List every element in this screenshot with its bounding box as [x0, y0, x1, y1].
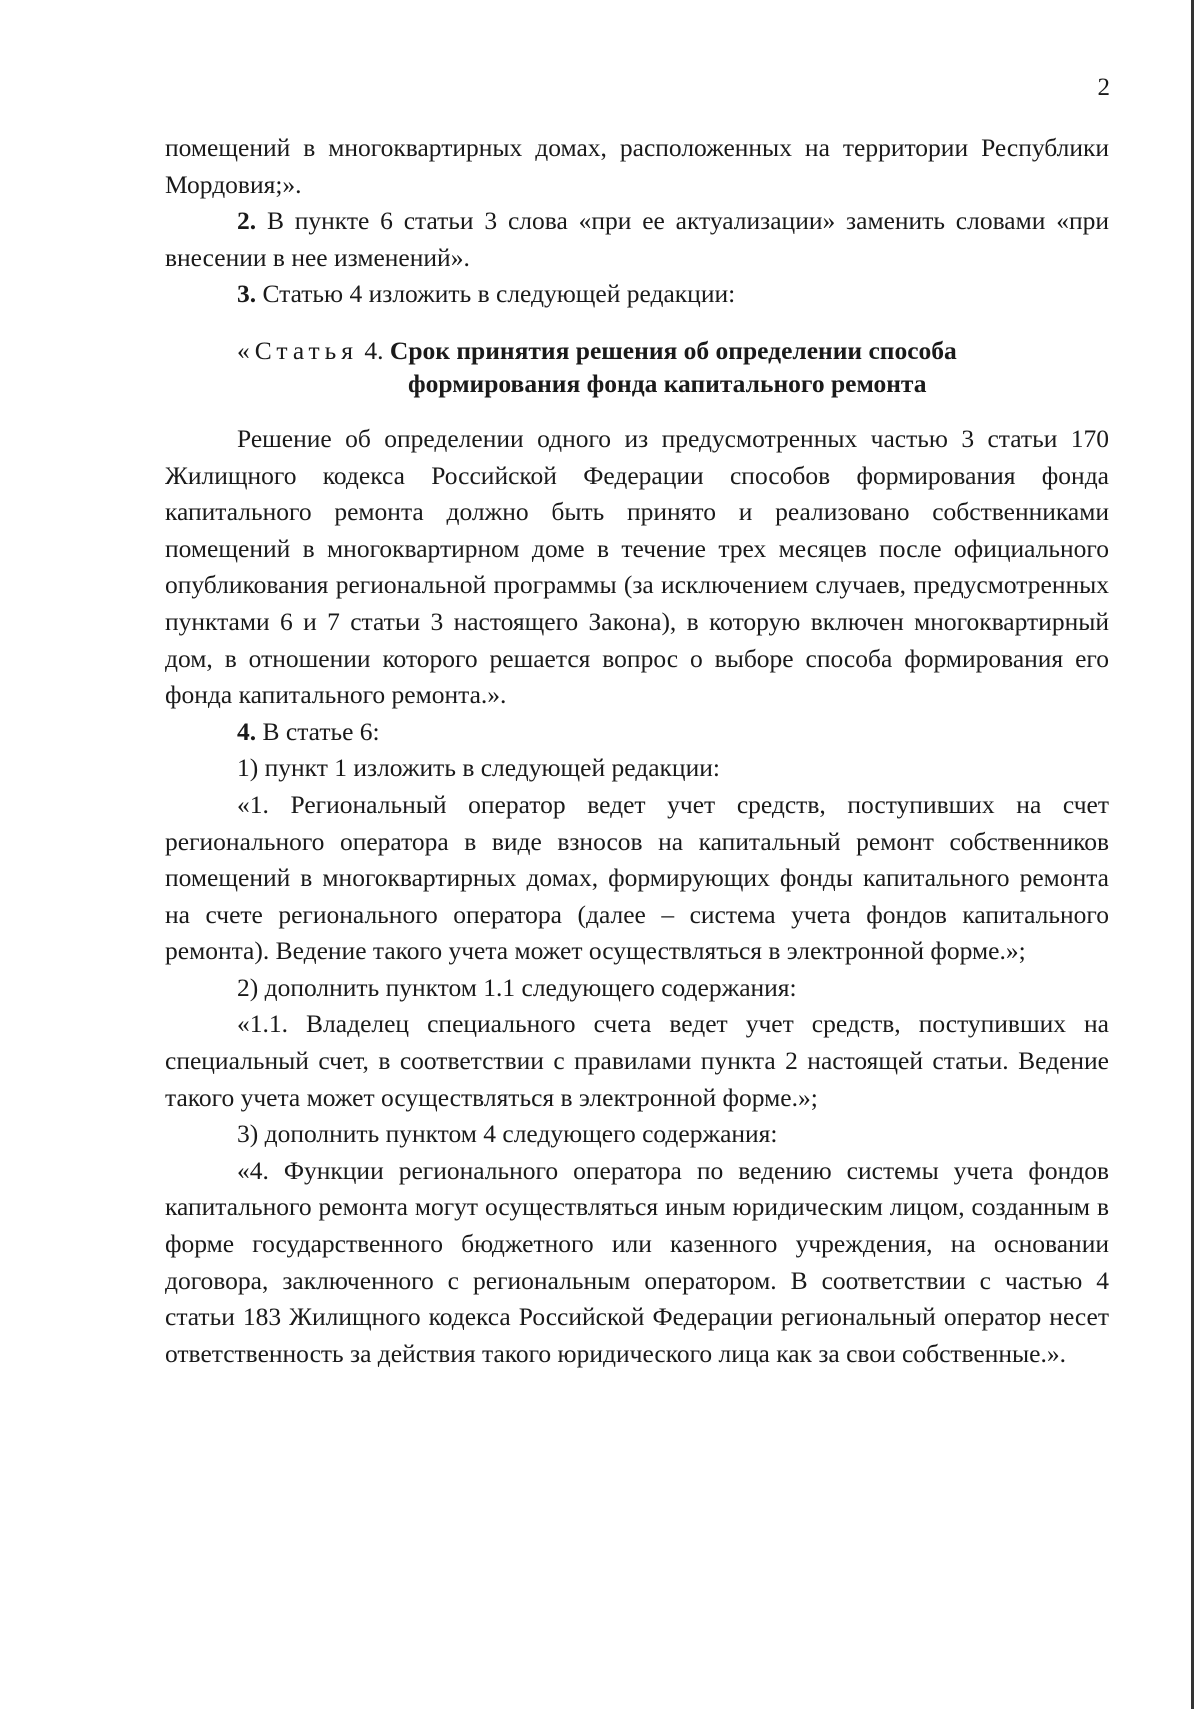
page-number: 2 — [1097, 74, 1110, 101]
article-heading-prefix: «Статья — [237, 335, 359, 365]
item-text: Статью 4 изложить в следующей редакции: — [256, 279, 736, 309]
item-number: 4. — [237, 716, 257, 746]
paragraph-article-text: Решение об определении одного из предусмотренных частью 3 статьи 170 Жилищного кодекса Российской Федерации способов формирования фонда капитального ремонта должно быть принято и реализовано собственниками помещений в многоквартирном доме в течение трех месяцев после официального опубликования региональной программы (за исключением случаев, предусмотренных пунктами 6 и 7 статьи 3 настоящего Закона), в которую включен многоквартирный дом, в отношении которого решается вопрос о выборе способа формирования его фонда капитального ремонта.». — [165, 423, 1109, 710]
paragraph-quote-1: «1. Региональный оператор ведет учет средств, поступивших на счет регионального оператора в виде взносов на капитальный ремонт собственников помещений в многоквартирных домах, формирующих фонды капитального ремонта на счете регионального оператора (далее – система учета фондов капитального ремонта). Ведение такого учета может осуществляться в электронной форме.»; — [165, 789, 1109, 966]
document-body — [165, 130, 1109, 1372]
paragraph-subitem-3: 3) дополнить пунктом 4 следующего содержания: — [237, 1119, 778, 1149]
paragraph-continuation: помещений в многоквартирных домах, расположенных на территории Республики Мордовия;». — [165, 133, 1109, 199]
paragraph-item-3 — [165, 276, 1109, 313]
article-heading-title-line1: Срок принятия решения об определении способа — [389, 335, 957, 365]
paragraph-item-4 — [165, 714, 1109, 751]
paragraph-subitem-2: 2) дополнить пунктом 1.1 следующего содержания: — [237, 972, 797, 1002]
paragraph-quote-1-1: «1.1. Владелец специального счета ведет учет средств, поступивших на специальный счет, в соответствии с правилами пункта 2 настоящей статьи. Ведение такого учета может осуществляться в электронной форме.»; — [165, 1009, 1109, 1112]
item-text: В пункте 6 статьи 3 слова «при ее актуализации» заменить словами «при внесении в нее изменений». — [165, 206, 1109, 272]
item-text: В статье 6: — [256, 716, 380, 746]
article-heading-number: 4. — [358, 335, 390, 365]
paragraph-subitem-1: 1) пункт 1 изложить в следующей редакции: — [237, 753, 720, 783]
article-heading — [165, 334, 1109, 400]
paragraph-quote-4: «4. Функции регионального оператора по ведению системы учета фондов капитального ремонта могут осуществляться иным юридическим лицом, созданным в форме государственного бюджетного или казенного учреждения, на основании договора, заключенного с региональным оператором. В соответствии с частью 4 статьи 183 Жилищного кодекса Российской Федерации региональный оператор несет ответственность за действия такого юридического лица как за свои собственные.». — [165, 1155, 1109, 1368]
item-number: 3. — [237, 279, 257, 309]
article-heading-title-line2: формирования фонда капитального ремонта — [408, 368, 927, 398]
item-number: 2. — [237, 206, 257, 236]
paragraph-item-2 — [165, 203, 1109, 276]
scan-edge-line — [1191, 0, 1194, 1709]
